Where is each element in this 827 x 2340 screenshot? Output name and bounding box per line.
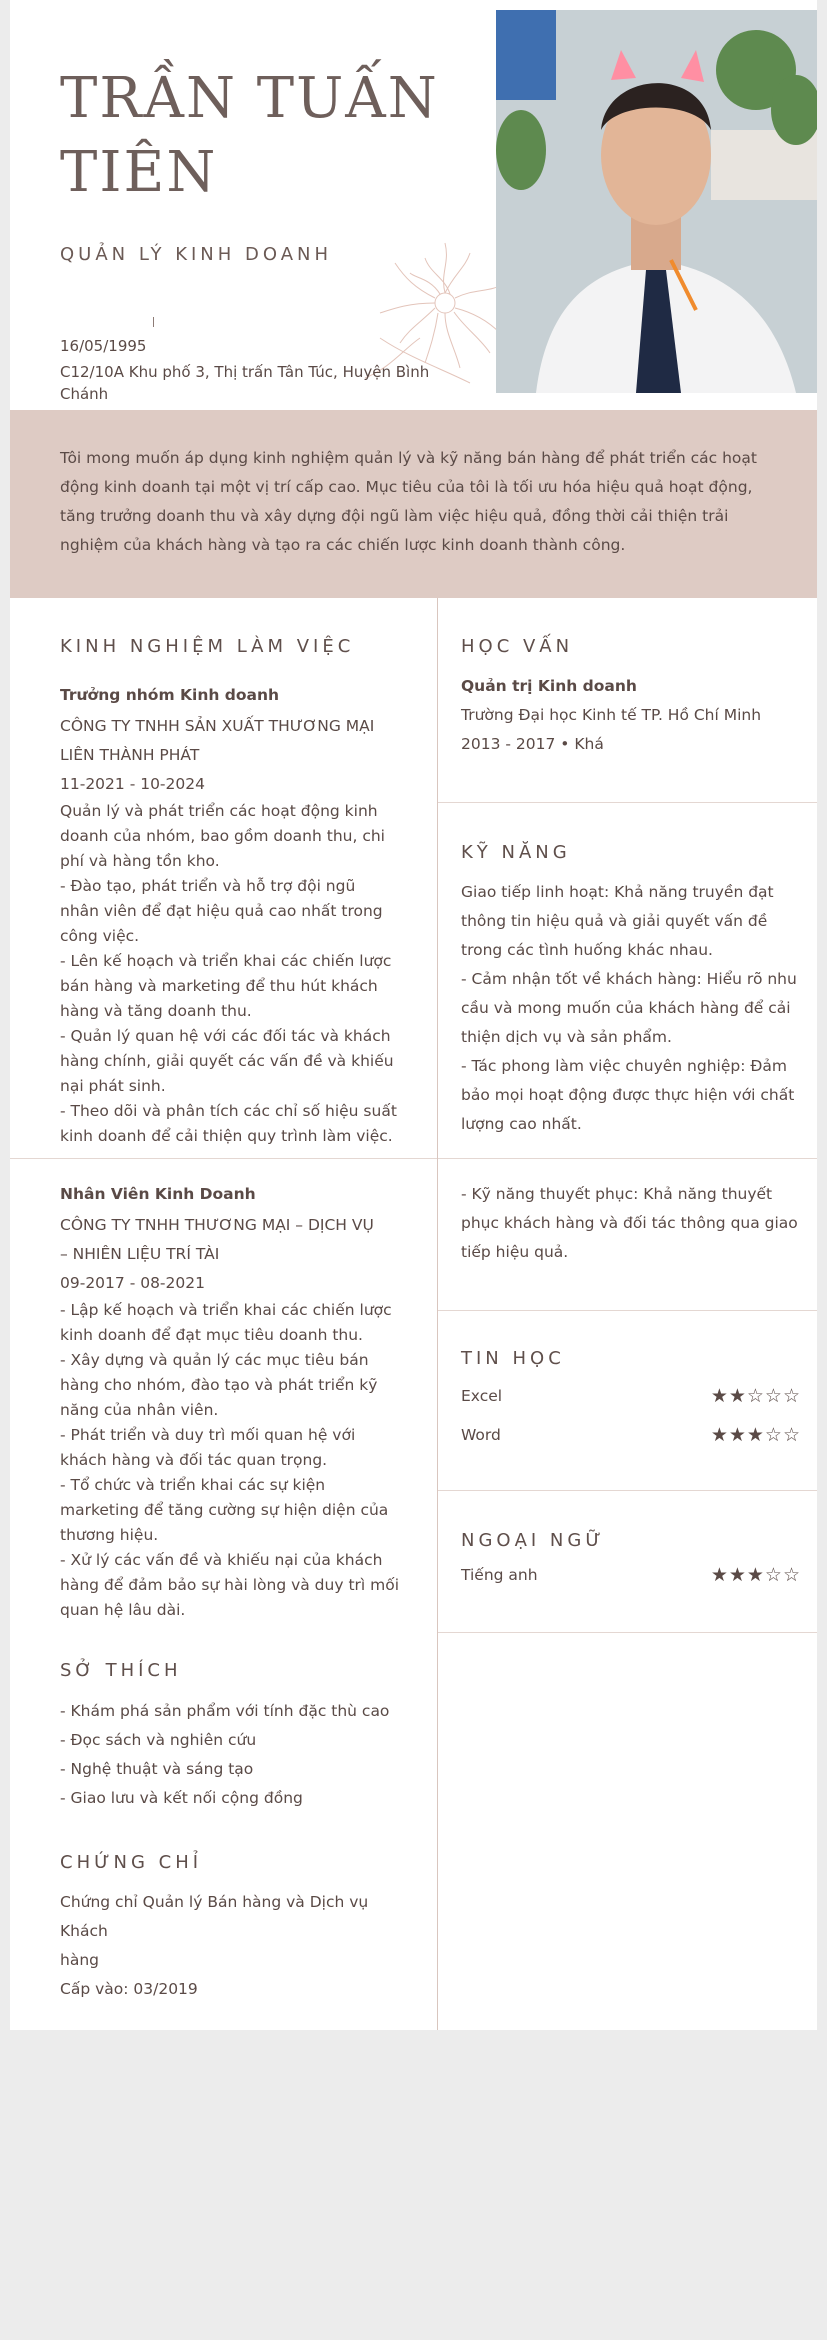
job-company-line: CÔNG TY TNHH SẢN XUẤT THƯƠNG MẠI — [60, 717, 375, 735]
it-skill-excel — [461, 1387, 801, 1411]
skill-line: - Cảm nhận tốt về khách hàng: Hiểu rõ nhu — [461, 970, 797, 988]
job-description-line: doanh của nhóm, bao gồm doanh thu, chi — [60, 827, 385, 845]
skill-line: cầu và mong muốn của khách hàng để cải — [461, 999, 791, 1017]
star-rating-icon: ★★★☆☆ — [710, 1424, 801, 1446]
job-description-line: nhân viên để đạt hiệu quả cao nhất trong — [60, 902, 383, 920]
job-company-line: CÔNG TY TNHH THƯƠNG MẠI – DỊCH VỤ — [60, 1216, 374, 1234]
language-english — [461, 1566, 801, 1590]
certificate-date: Cấp vào: 03/2019 — [60, 1980, 198, 1998]
education-title: HỌC VẤN — [461, 636, 574, 657]
job-description-line: hàng cho nhóm, đào tạo và phát triển kỹ — [60, 1376, 378, 1394]
it-skill-name: Excel — [461, 1387, 503, 1405]
education-degree: Quản trị Kinh doanh — [461, 677, 637, 695]
left-page-break-divider — [10, 1158, 437, 1159]
certificate-item — [60, 1888, 400, 2004]
name-line-2: TIÊN — [60, 140, 218, 205]
job-description-line: - Lên kế hoạch và triển khai các chiến lược — [60, 952, 392, 970]
job-description-line: kinh doanh để cải thiện quy trình làm việc. — [60, 1127, 393, 1145]
hobby-item: - Khám phá sản phẩm với tính đặc thù cao — [60, 1702, 390, 1720]
person-photo-icon — [496, 10, 817, 393]
education-item — [461, 672, 801, 759]
hobby-item: - Đọc sách và nghiên cứu — [60, 1731, 257, 1749]
job-role: Nhân Viên Kinh Doanh — [60, 1185, 256, 1203]
skills-list — [461, 878, 806, 1139]
job-description-line: thương hiệu. — [60, 1526, 159, 1544]
skill-line: - Tác phong làm việc chuyên nghiệp: Đảm — [461, 1057, 787, 1075]
date-of-birth: 16/05/1995 — [60, 337, 147, 355]
skill-line: thông tin hiệu quả và giải quyết vấn đề — [461, 912, 768, 930]
name-line-1: TRẦN TUẤN — [60, 66, 439, 131]
job-description-line: - Theo dõi và phân tích các chỉ số hiệu suất — [60, 1102, 397, 1120]
skills-divider — [438, 1310, 817, 1311]
skill-line: thiện dịch vụ và sản phẩm. — [461, 1028, 672, 1046]
job-period: 11-2021 - 10-2024 — [60, 775, 205, 793]
hobby-item: - Giao lưu và kết nối cộng đồng — [60, 1789, 303, 1807]
job-description-line: nại phát sinh. — [60, 1077, 166, 1095]
skill-line: phục khách hàng và đối tác thông qua giao — [461, 1214, 798, 1232]
skill-line: trong các tình huống khác nhau. — [461, 941, 713, 959]
job-description-line: - Tổ chức và triển khai các sự kiện — [60, 1476, 326, 1494]
job-role: Trưởng nhóm Kinh doanh — [60, 686, 280, 704]
education-divider — [438, 802, 817, 803]
job-description-line: phí và hàng tồn kho. — [60, 852, 220, 870]
cv-page — [10, 0, 817, 2030]
job-description-line: - Phát triển và duy trì mối quan hệ với — [60, 1426, 356, 1444]
right-page-break-divider — [438, 1158, 817, 1159]
it-skill-name: Word — [461, 1426, 501, 1444]
hobbies-list — [60, 1697, 420, 1813]
candidate-name — [60, 62, 480, 210]
experience-title: KINH NGHIỆM LÀM VIỆC — [60, 636, 355, 657]
certificate-name: hàng — [60, 1951, 99, 1969]
star-rating-icon: ★★★☆☆ — [710, 1564, 801, 1586]
job-company-line: LIÊN THÀNH PHÁT — [60, 746, 200, 764]
skills-list-continued — [461, 1180, 806, 1267]
address: C12/10A Khu phố 3, Thị trấn Tân Túc, Huyện Bình Chánh — [60, 363, 430, 403]
language-divider — [438, 1632, 817, 1633]
job-title: QUẢN LÝ KINH DOANH — [60, 244, 333, 265]
star-rating-icon: ★★☆☆☆ — [710, 1385, 801, 1407]
job-description-line: - Quản lý quan hệ với các đối tác và khách — [60, 1027, 391, 1045]
job-description-line: - Xử lý các vấn đề và khiếu nại của khách — [60, 1551, 383, 1569]
job-description-line: quan hệ lâu dài. — [60, 1601, 186, 1619]
job-description-line: hàng để đảm bảo sự hài lòng và duy trì mối — [60, 1576, 400, 1594]
certificate-name: Chứng chỉ Quản lý Bán hàng và Dịch vụ Khách — [60, 1893, 369, 1940]
summary-text: Tôi mong muốn áp dụng kinh nghiệm quản lý và kỹ năng bán hàng để phát triển các hoạt động kinh doanh tại một vị trí cấp cao. Mục tiêu của tôi là tối ưu hóa hiệu quả hoạt động, tăng trưởng doanh thu và xây dựng đội ngũ làm việc hiệu quả, đồng thời cải thiện trải nghiệm của khách hàng và tạo ra các chiến lược kinh doanh thành công. — [60, 449, 757, 554]
education-school: Trường Đại học Kinh tế TP. Hồ Chí Minh — [461, 706, 762, 724]
job-description-line: - Lập kế hoạch và triển khai các chiến lược — [60, 1301, 392, 1319]
education-period: 2013 - 2017 • Khá — [461, 735, 604, 753]
job-1 — [60, 683, 420, 1149]
job-description-line: hàng và tăng doanh thu. — [60, 1002, 252, 1020]
job-description-line: năng của nhân viên. — [60, 1401, 219, 1419]
job-period: 09-2017 - 08-2021 — [60, 1274, 205, 1292]
job-company-line: – NHIÊN LIỆU TRÍ TÀI — [60, 1245, 220, 1263]
job-description-line: - Xây dựng và quản lý các mục tiêu bán — [60, 1351, 369, 1369]
job-description-line: công việc. — [60, 927, 140, 945]
job-description-line: kinh doanh để đạt mục tiêu doanh thu. — [60, 1326, 363, 1344]
job-2 — [60, 1182, 420, 1623]
it-divider — [438, 1490, 817, 1491]
job-description-line: - Đào tạo, phát triển và hỗ trợ đội ngũ — [60, 877, 356, 895]
language-name: Tiếng anh — [461, 1566, 538, 1584]
skill-line: - Kỹ năng thuyết phục: Khả năng thuyết — [461, 1185, 773, 1203]
certificates-title: CHỨNG CHỈ — [60, 1852, 203, 1873]
skill-line: Giao tiếp linh hoạt: Khả năng truyền đạt — [461, 883, 774, 901]
job-description-line: hàng chính, giải quyết các vấn đề và khiếu — [60, 1052, 394, 1070]
job-description-line: bán hàng và marketing để thu hút khách — [60, 977, 378, 995]
column-divider — [437, 598, 438, 2030]
languages-title: NGOẠI NGỮ — [461, 1530, 605, 1551]
it-title: TIN HỌC — [461, 1348, 565, 1369]
summary-section — [10, 410, 817, 598]
hobby-item: - Nghệ thuật và sáng tạo — [60, 1760, 254, 1778]
job-description-line: marketing để tăng cường sự hiện diện của — [60, 1501, 389, 1519]
hobbies-title: SỞ THÍCH — [60, 1660, 182, 1681]
skills-title: KỸ NĂNG — [461, 842, 571, 863]
job-description-line: khách hàng và đối tác quan trọng. — [60, 1451, 328, 1469]
skill-line: lượng cao nhất. — [461, 1115, 582, 1133]
it-skill-word — [461, 1426, 801, 1450]
profile-photo — [496, 10, 817, 393]
skill-line: bảo mọi hoạt động được thực hiện với chất — [461, 1086, 795, 1104]
job-description-line: Quản lý và phát triển các hoạt động kinh — [60, 802, 378, 820]
divider-tick — [153, 317, 154, 327]
skill-line: tiếp hiệu quả. — [461, 1243, 569, 1261]
